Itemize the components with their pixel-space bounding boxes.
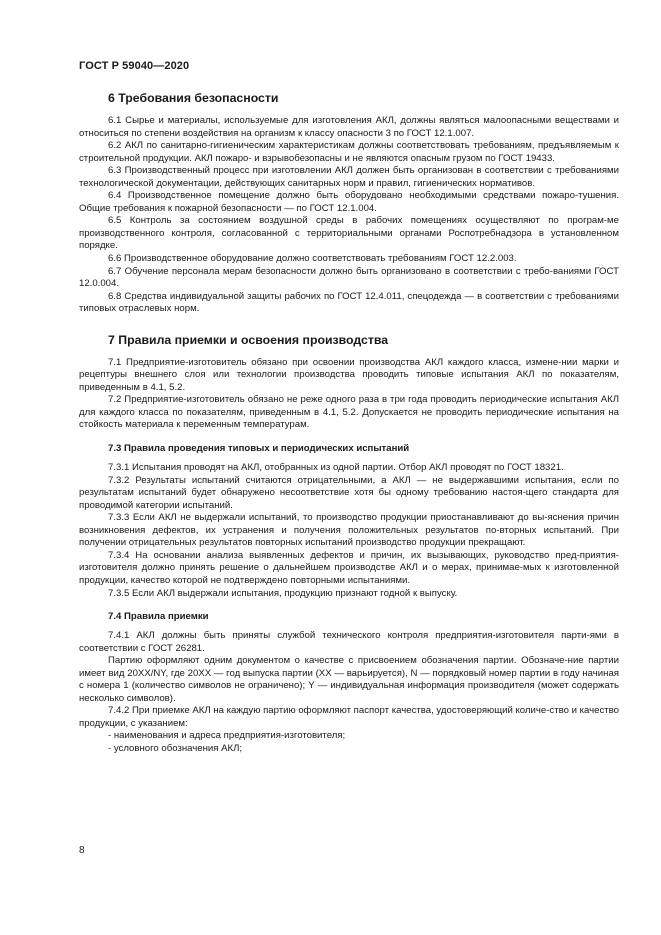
list-item: - условного обозначения АКЛ; — [108, 742, 243, 754]
paragraph-7-2: 7.2 Предприятие-изготовитель обязано не реже одного раза в три года проводить периодические испытания АКЛ для каждого класса по показателям, приведенным в 4.1, 5.2. Допускается не проводить периодические испытания на стойкость материала к переменным температурам. — [79, 394, 619, 431]
paragraph-7-3-1: 7.3.1 Испытания проводят на АКЛ, отобранных из одной партии. Отбор АКЛ проводят по ГОСТ 18321. — [108, 462, 564, 474]
paragraph-7-3-3: 7.3.3 Если АКЛ не выдержали испытаний, то производство продукции приостанавливают до вы-яснения причин возникновения дефектов, их устранения и получения положительных результатов по-вторных испытаний. При получении отрицательных результатов повторных испытаний производство продукции прекращают. — [79, 512, 619, 549]
paragraph-7-4-1: 7.4.1 АКЛ должны быть приняты службой технического контроля предприятия-изготовителя парти-ями в соответствии с ГОСТ 26281. — [79, 630, 619, 654]
paragraph-6-7: 6.7 Обучение персонала мерам безопасности должно быть организовано в соответствии с требо-ваниями ГОСТ 12.0.004. — [79, 265, 619, 290]
page-number: 8 — [79, 845, 85, 856]
paragraph-7-1: 7.1 Предприятие-изготовитель обязано при освоении производства АКЛ каждого класса, измене-нии марки и рецептуры внешнего слоя или технологии производства проводить типовые испытания АКЛ по показателям, приведенным в 4.1, 5.2. — [79, 356, 619, 393]
paragraph-6-8: 6.8 Средства индивидуальной защиты рабочих по ГОСТ 12.4.011, спецодежда — в соответствии с требованиями типовых отраслевых норм. — [79, 290, 619, 315]
section-7-3-title: 7.3 Правила проведения типовых и периодических испытаний — [108, 443, 410, 455]
paragraph-6-1: 6.1 Сырье и материалы, используемые для изготовления АКЛ, должны являться малоопасными веществами и относиться по степени воздействия на организм к классу опасности 3 по ГОСТ 12.1.007. — [79, 115, 619, 139]
list-item: - наименования и адреса предприятия-изготовителя; — [108, 730, 346, 742]
section-7-4-title: 7.4 Правила приемки — [108, 611, 209, 623]
paragraph-6-6: 6.6 Производственное оборудование должно соответствовать требованиям ГОСТ 12.2.003. — [108, 253, 517, 265]
page-content — [79, 87, 619, 756]
section-6-title: 6 Требования безопасности — [108, 91, 279, 105]
paragraph-6-3: 6.3 Производственный процесс при изготовлении АКЛ должен быть организован в соответствии с требованиями технологической документации, действующих санитарных норм и правил, гигиенических нормативов. — [79, 165, 619, 189]
paragraph-7-3-2: 7.3.2 Результаты испытаний считаются отрицательными, а АКЛ — не выдержавшими испытания, если по результатам испытаний будет обнаружено несоответствие хотя бы одному требованию настоя-щего стандарта для проводимой категории испытаний. — [79, 474, 619, 511]
paragraph-7-3-5: 7.3.5 Если АКЛ выдержали испытания, продукцию признают годной к выпуску. — [108, 587, 458, 599]
paragraph-7-3-4: 7.3.4 На основании анализа выявленных дефектов и причин, их вызывающих, руководство пред-приятия-изготовителя должно принять решение о дальнейшем производстве АКЛ и о мерах, принимае-мых к изготовленной продукции, качество которой не подтверждено повторными испытаниями. — [79, 549, 619, 586]
paragraph-6-5: 6.5 Контроль за состоянием воздушной среды в рабочих помещениях осуществляют по програм-ме производственного контроля, согласованной с территориальными органами Роспотребнадзора в установленном порядке. — [79, 215, 619, 252]
paragraph-6-2: 6.2 АКЛ по санитарно-гигиеническим характеристикам должны соответствовать требованиям, предъявляемым к строительной продукции. АКЛ пожаро- и взрывобезопасны и не являются опасным грузом по ГОСТ 19433. — [79, 140, 619, 164]
paragraph-6-4: 6.4 Производственное помещение должно быть оборудовано необходимыми средствами пожаро-тушения. Общие требования к пожарной безопасности — по ГОСТ 12.1.004. — [79, 190, 619, 214]
paragraph-7-4-2: 7.4.2 При приемке АКЛ на каждую партию оформляют паспорт качества, удостоверяющий количе-ство и качество продукции, с указанием: — [79, 705, 619, 729]
section-7-title: 7 Правила приемки и освоения производства — [108, 332, 389, 347]
document-code: ГОСТ Р 59040—2020 — [79, 60, 190, 72]
paragraph-batch-designation: Партию оформляют одним документом о качестве с присвоением обозначения партии. Обозначе-ние партии имеет вид 20XX/NY, где 20XX — год выпуска партии (XX — варьируется), N — порядковый номер партии в году начиная с номера 1 (количество символов не ограничено); Y — индивидуальная информация производителя (может содержать несколько символов). — [79, 655, 619, 704]
